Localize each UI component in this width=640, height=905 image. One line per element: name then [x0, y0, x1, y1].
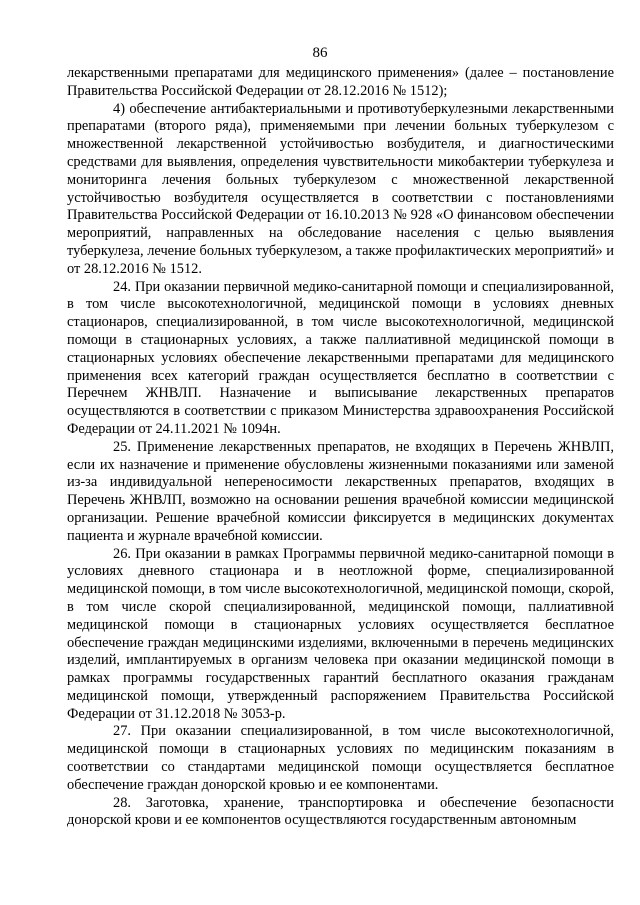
paragraph-item-4: 4) обеспечение антибактериальными и противотуберкулезными лекарственными препаратами (второго ряда), применяемыми при лечении больных туберкулезом с множественной лекарственной устойчивостью возбудителя, и диагностическими средствами для выявления, определения чувствительности микобактерии туберкулеза и мониторинга лечения больных туберкулезом с множественной лекарственной устойчивостью возбудителя осуществляется в соответствии с постановлениями Правительства Российской Федерации от 16.10.2013 № 928 «О финансовом обеспечении мероприятий, направленных на обследование населения с целью выявления туберкулеза, лечение больных туберкулезом, а также профилактических мероприятий» и от 28.12.2016 № 1512.: [67, 100, 614, 277]
paragraph-continuation: лекарственными препаратами для медицинского применения» (далее – постановление Правительства Российской Федерации от 28.12.2016 № 1512);: [67, 65, 614, 99]
page-number: 86: [312, 45, 328, 61]
body-text: [67, 65, 614, 830]
paragraph-28: 28. Заготовка, хранение, транспортировка и обеспечение безопасности донорской крови и ее компонентов осуществляются государственным автономным: [67, 794, 614, 829]
paragraph-25: 25. Применение лекарственных препаратов, не входящих в Перечень ЖНВЛП, если их назначение и применение обусловлены жизненными показаниями или заменой из-за индивидуальной непереносимости лекарственных препаратов, входящих в Перечень ЖНВЛП, возможно на основании решения врачебной комиссии медицинской организации. Решение врачебной комиссии фиксируется в медицинских документах пациента и журнале врачебной комиссии.: [67, 438, 614, 544]
paragraph-24: 24. При оказании первичной медико-санитарной помощи и специализированной, в том числе высокотехнологичной, медицинской помощи в условиях дневных стационаров, специализированной, в том числе высокотехнологичной, медицинской помощи в стационарных условиях, а также паллиативной медицинской помощи в стационарных условиях обеспечение лекарственными препаратами для медицинского применения всех категорий граждан осуществляется бесплатно в соответствии с Перечнем ЖНВЛП. Назначение и выписывание лекарственных препаратов осуществляются в соответствии с приказом Министерства здравоохранения Российской Федерации от 24.11.2021 № 1094н.: [67, 278, 614, 437]
paragraph-26: 26. При оказании в рамках Программы первичной медико-санитарной помощи в условиях дневного стационара и в неотложной форме, специализированной медицинской помощи, в том числе высокотехнологичной, медицинской помощи, скорой, в том числе скорой специализированной, медицинской помощи, паллиативной медицинской помощи в стационарных условиях осуществляется бесплатное обеспечение граждан медицинскими изделиями, включенными в перечень медицинских изделий, имплантируемых в организм человека при оказании медицинской помощи в рамках программы государственных гарантий бесплатного оказания гражданам медицинской помощи, утвержденный распоряжением Правительства Российской Федерации от 31.12.2018 № 3053-р.: [67, 545, 614, 722]
paragraph-27: 27. При оказании специализированной, в том числе высокотехнологичной, медицинской помощи в стационарных условиях по медицинским показаниям в соответствии со стандартами медицинской помощи осуществляется бесплатное обеспечение граждан донорской кровью и ее компонентами.: [67, 723, 614, 793]
